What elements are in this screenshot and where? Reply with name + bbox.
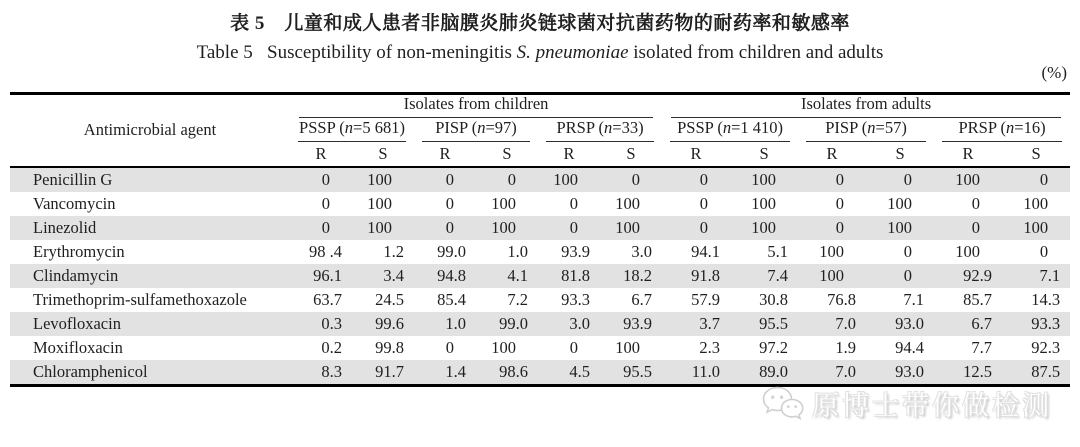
col-header-adults-prsp-r: R [962,144,974,164]
value-cell: 1.9 [835,337,857,357]
value-cell: 0 [569,193,578,213]
value-cell: 100 [1023,193,1049,213]
value-cell: 14.3 [1031,289,1061,309]
col-header-children-prsp-r: R [563,144,575,164]
value-cell: 100 [615,193,641,213]
value-cell: 1.2 [383,241,404,261]
value-cell: 0 [569,217,578,237]
value-cell: 0 [321,169,330,189]
value-cell: 0 [835,193,845,213]
value-cell: 7.7 [971,337,993,357]
value-cell: 11.0 [691,361,721,381]
group-header-row [10,94,1070,120]
value-cell: 87.5 [1031,361,1061,381]
watermark-text: 原博士带你做检测 [812,391,1052,421]
value-cell: 100 [615,217,641,237]
value-cell: 93.0 [895,313,925,333]
value-cell: 3.0 [631,241,653,261]
subgroup-header-adults-pisp: PISP (n=57) [798,119,934,143]
table-row-8 [10,360,1070,386]
value-cell: 30.8 [759,289,789,309]
value-cell: 93.3 [561,289,590,309]
susceptibility-table [10,92,1070,387]
value-cell: 0 [971,193,981,213]
value-cell: 7.2 [507,289,528,309]
value-cell: 97.2 [759,337,789,357]
value-cell: 7.1 [903,289,925,309]
value-cell: 93.3 [1031,313,1061,333]
col-header-children-pssp-s: S [378,144,388,164]
value-cell: 100 [955,241,981,261]
value-cell: 100 [491,217,516,237]
value-cell: 0 [321,193,330,213]
col-header-adults-pisp-s: S [895,144,905,164]
value-cell: 89.0 [759,361,789,381]
subgroup-header-adults-pssp: PSSP (n=1 410) [662,119,798,143]
value-cell: 100 [955,169,981,189]
table-row-7 [10,336,1070,360]
group-header-adults-label: Isolates from adults [671,96,1061,118]
value-cell: 95.5 [623,361,653,381]
value-cell: 0 [699,217,709,237]
value-cell: 0 [699,193,709,213]
table-row-2 [10,216,1070,240]
value-cell: 0 [321,217,330,237]
group-header-children-label: Isolates from children [299,96,653,118]
table-row-0 [10,167,1070,192]
value-cell: 95.5 [759,313,789,333]
col-header-children-pisp-r: R [439,144,451,164]
value-cell: 0 [445,169,454,189]
agent-cell: Linezolid [33,217,97,237]
value-cell: 100 [751,193,777,213]
value-cell: 93.0 [895,361,925,381]
agent-cell: Moxifloxacin [33,337,123,357]
value-cell: 4.5 [569,361,590,381]
value-cell: 3.0 [569,313,590,333]
agent-cell: Chloramphenicol [33,361,148,381]
wechat-icon [761,385,805,423]
value-cell: 0 [445,193,454,213]
table-title-en [0,42,1080,64]
value-cell: 100 [751,217,777,237]
value-cell: 93.9 [623,313,653,333]
value-cell: 0.2 [321,337,342,357]
agent-cell: Vancomycin [33,193,116,213]
value-cell: 100 [819,265,845,285]
value-cell: 0.3 [321,313,342,333]
value-cell: 98.6 [499,361,528,381]
value-cell: 12.5 [963,361,993,381]
value-cell: 0 [903,241,913,261]
value-cell: 1.0 [507,241,528,261]
value-cell: 85.7 [963,289,993,309]
value-cell: 100 [887,193,913,213]
value-cell: 99.0 [437,241,466,261]
value-cell: 24.5 [375,289,404,309]
value-cell: 100 [491,337,516,357]
value-cell: 3.4 [383,265,404,285]
col-header-children-pssp-r: R [315,144,327,164]
value-cell: 96.1 [313,265,342,285]
table-row-5 [10,288,1070,312]
value-cell: 100 [1023,217,1049,237]
value-cell: 100 [819,241,845,261]
value-cell: 63.7 [313,289,342,309]
value-cell: 85.4 [437,289,466,309]
value-cell: 99.8 [375,337,404,357]
value-cell: 81.8 [561,265,590,285]
value-cell: 2.3 [699,337,721,357]
watermark [761,384,1052,423]
value-cell: 100 [367,217,392,237]
table-title-en-species: S. pneumoniae [516,42,629,63]
value-cell: 93.9 [561,241,590,261]
agent-cell: Trimethoprim-sulfamethoxazole [33,289,247,309]
table-title-en-prefix: Table 5 Susceptibility of non-meningitis [196,42,517,63]
percent-unit-label: (%) [1041,63,1067,82]
table-title-zh: 表 5 儿童和成人患者非脑膜炎肺炎链球菌对抗菌药物的耐药率和敏感率 [230,13,850,34]
value-cell: 0 [699,169,709,189]
column-header-agent: Antimicrobial agent [83,120,217,140]
value-cell: 100 [751,169,777,189]
col-header-children-prsp-s: S [626,144,636,164]
table-row-1 [10,192,1070,216]
value-cell: 92.3 [1031,337,1061,357]
table-title-en-suffix: isolated from children and adults [628,42,884,63]
col-header-adults-pssp-r: R [690,144,702,164]
col-header-adults-pisp-r: R [826,144,838,164]
table-row-6 [10,312,1070,336]
subgroup-header-children-pssp: PSSP (n=5 681) [290,119,414,143]
col-header-adults-pssp-s: S [759,144,769,164]
group-header-children [290,94,662,120]
col-header-adults-prsp-s: S [1031,144,1041,164]
value-cell: 0 [971,217,981,237]
value-cell: 0 [903,265,913,285]
value-cell: 3.7 [699,313,721,333]
value-cell: 1.0 [445,313,466,333]
value-cell: 100 [491,193,516,213]
value-cell: 94.1 [691,241,721,261]
table-row-4 [10,264,1070,288]
value-cell: 1.4 [445,361,466,381]
value-cell: 94.8 [437,265,466,285]
value-cell: 98 .4 [309,241,342,261]
col-header-children-pisp-s: S [502,144,512,164]
value-cell: 5.1 [767,241,789,261]
value-cell: 57.9 [691,289,721,309]
value-cell: 0 [1039,169,1049,189]
value-cell: 0 [445,337,454,357]
subgroup-header-children-prsp: PRSP (n=33) [538,119,662,143]
value-cell: 91.7 [375,361,404,381]
value-cell: 91.8 [691,265,721,285]
value-cell: 7.4 [767,265,789,285]
value-cell: 0 [1039,241,1049,261]
agent-cell: Erythromycin [33,241,125,261]
value-cell: 7.0 [835,313,857,333]
value-cell: 0 [835,169,845,189]
value-cell: 0 [507,169,516,189]
value-cell: 100 [553,169,578,189]
value-cell: 8.3 [321,361,342,381]
value-cell: 92.9 [963,265,993,285]
value-cell: 0 [631,169,641,189]
agent-cell: Levofloxacin [33,313,121,333]
value-cell: 0 [835,217,845,237]
value-cell: 94.4 [895,337,925,357]
value-cell: 100 [615,337,641,357]
subgroup-header-adults-prsp: PRSP (n=16) [934,119,1070,143]
value-cell: 6.7 [631,289,653,309]
value-cell: 99.6 [375,313,404,333]
value-cell: 100 [367,169,392,189]
value-cell: 6.7 [971,313,993,333]
value-cell: 0 [569,337,578,357]
subgroup-header-children-pisp: PISP (n=97) [414,119,538,143]
value-cell: 4.1 [507,265,528,285]
agent-cell: Clindamycin [33,265,119,285]
table-row-3 [10,240,1070,264]
value-cell: 99.0 [499,313,528,333]
agent-cell: Penicillin G [33,169,113,189]
value-cell: 0 [903,169,913,189]
value-cell: 7.0 [835,361,857,381]
group-header-adults [662,94,1070,120]
value-cell: 7.1 [1039,265,1061,285]
value-cell: 0 [445,217,454,237]
value-cell: 76.8 [827,289,857,309]
value-cell: 100 [887,217,913,237]
value-cell: 100 [367,193,392,213]
value-cell: 18.2 [623,265,653,285]
